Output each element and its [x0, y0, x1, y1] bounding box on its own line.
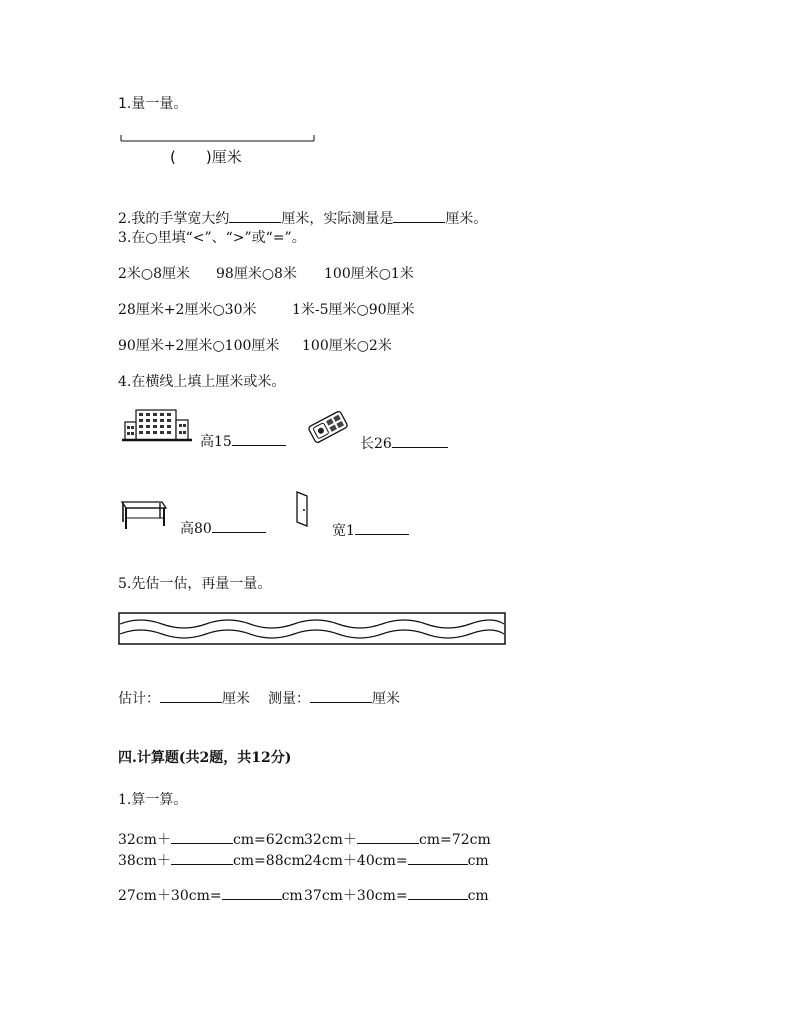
section-4-q1-title: 1.算一算。 — [118, 792, 188, 808]
q3-r1-c3: 100厘米○1米 — [324, 266, 414, 282]
q1-title: 1.量一量。 — [118, 96, 188, 112]
calc-line-3a — [118, 885, 303, 905]
calc-2b-pre: 24cm＋40cm= — [304, 853, 408, 869]
q5-measure-blank[interactable] — [310, 688, 372, 703]
q4-item-3-blank[interactable] — [212, 518, 266, 533]
calc-1b-pre: 32cm＋ — [304, 832, 357, 848]
q2-text-a: 2.我的手掌宽大约 — [118, 211, 230, 227]
q4-item-2 — [360, 433, 448, 453]
q4-item-3-label: 高80 — [180, 521, 212, 537]
q3-r3-c1: 90厘米+2厘米○100厘米 — [118, 338, 280, 354]
calculator-icon — [304, 412, 352, 442]
calc-2a-pre: 38cm＋ — [118, 853, 171, 869]
calc-line-3b — [304, 885, 489, 905]
q3-title: 3.在○里填“<”、“>”或“=”。 — [118, 230, 306, 246]
calc-2b-blank[interactable] — [408, 850, 468, 865]
section-4-heading: 四.计算题(共2题，共12分) — [118, 750, 292, 766]
wavy-line-box — [118, 612, 508, 646]
calc-3a-pre: 27cm＋30cm= — [118, 888, 222, 904]
calc-line-1a — [118, 829, 305, 849]
building-icon — [122, 408, 194, 444]
q3-r3-c2: 100厘米○2米 — [302, 338, 392, 354]
calc-1b-blank[interactable] — [357, 829, 419, 844]
calc-3b-pre: 37cm＋30cm= — [304, 888, 408, 904]
q4-item-4-blank[interactable] — [355, 520, 409, 535]
q5-estimate-blank[interactable] — [160, 688, 222, 703]
calc-1b-post: cm=72cm — [418, 832, 491, 848]
q4-item-2-label: 长26 — [360, 436, 392, 452]
q2-blank-2[interactable] — [393, 208, 445, 223]
table-icon — [118, 496, 168, 532]
q1-answer-close: )厘米 — [205, 148, 242, 166]
door-icon — [294, 490, 312, 528]
calc-3b-post: cm — [467, 888, 489, 904]
q5-measure-label: 测量： — [268, 691, 310, 707]
calc-line-2a — [118, 850, 305, 870]
q1-answer-open: ( — [170, 148, 176, 166]
calc-2b-post: cm — [467, 853, 489, 869]
measure-line — [120, 133, 316, 143]
q2-line — [118, 208, 487, 228]
calc-line-2b — [304, 850, 489, 870]
q5-unit-2: 厘米 — [372, 691, 400, 707]
calc-2a-post: cm=88cm — [232, 853, 305, 869]
calc-2a-blank[interactable] — [171, 850, 233, 865]
q2-text-b: 厘米，实际测量是 — [281, 211, 394, 227]
calc-3a-blank[interactable] — [222, 885, 282, 900]
q5-answer — [118, 688, 400, 708]
q4-item-4 — [332, 520, 409, 540]
q3-r2-c2: 1米-5厘米○90厘米 — [292, 302, 415, 318]
q2-blank-1[interactable] — [229, 208, 281, 223]
q2-text-c: 厘米。 — [445, 211, 488, 227]
q1-answer — [170, 148, 242, 166]
q5-estimate-label: 估计： — [118, 691, 160, 707]
q3-r1-c1: 2米○8厘米 — [118, 266, 191, 282]
calc-3b-blank[interactable] — [408, 885, 468, 900]
q4-item-1-label: 高15 — [200, 434, 232, 450]
calc-1a-blank[interactable] — [171, 829, 233, 844]
calc-line-1b — [304, 829, 491, 849]
q4-item-4-label: 宽1 — [332, 523, 355, 539]
q4-item-2-blank[interactable] — [392, 433, 448, 448]
q3-r2-c1: 28厘米+2厘米○30米 — [118, 302, 257, 318]
q5-title: 5.先估一估，再量一量。 — [118, 576, 272, 592]
q4-item-1 — [200, 431, 286, 451]
q4-title: 4.在横线上填上厘米或米。 — [118, 374, 286, 390]
q4-item-3 — [180, 518, 266, 538]
calc-3a-post: cm — [281, 888, 303, 904]
calc-1a-pre: 32cm＋ — [118, 832, 171, 848]
q4-item-1-blank[interactable] — [232, 431, 286, 446]
q5-unit-1: 厘米 — [222, 691, 250, 707]
q3-r1-c2: 98厘米○8米 — [216, 266, 297, 282]
calc-1a-post: cm=62cm — [232, 832, 305, 848]
